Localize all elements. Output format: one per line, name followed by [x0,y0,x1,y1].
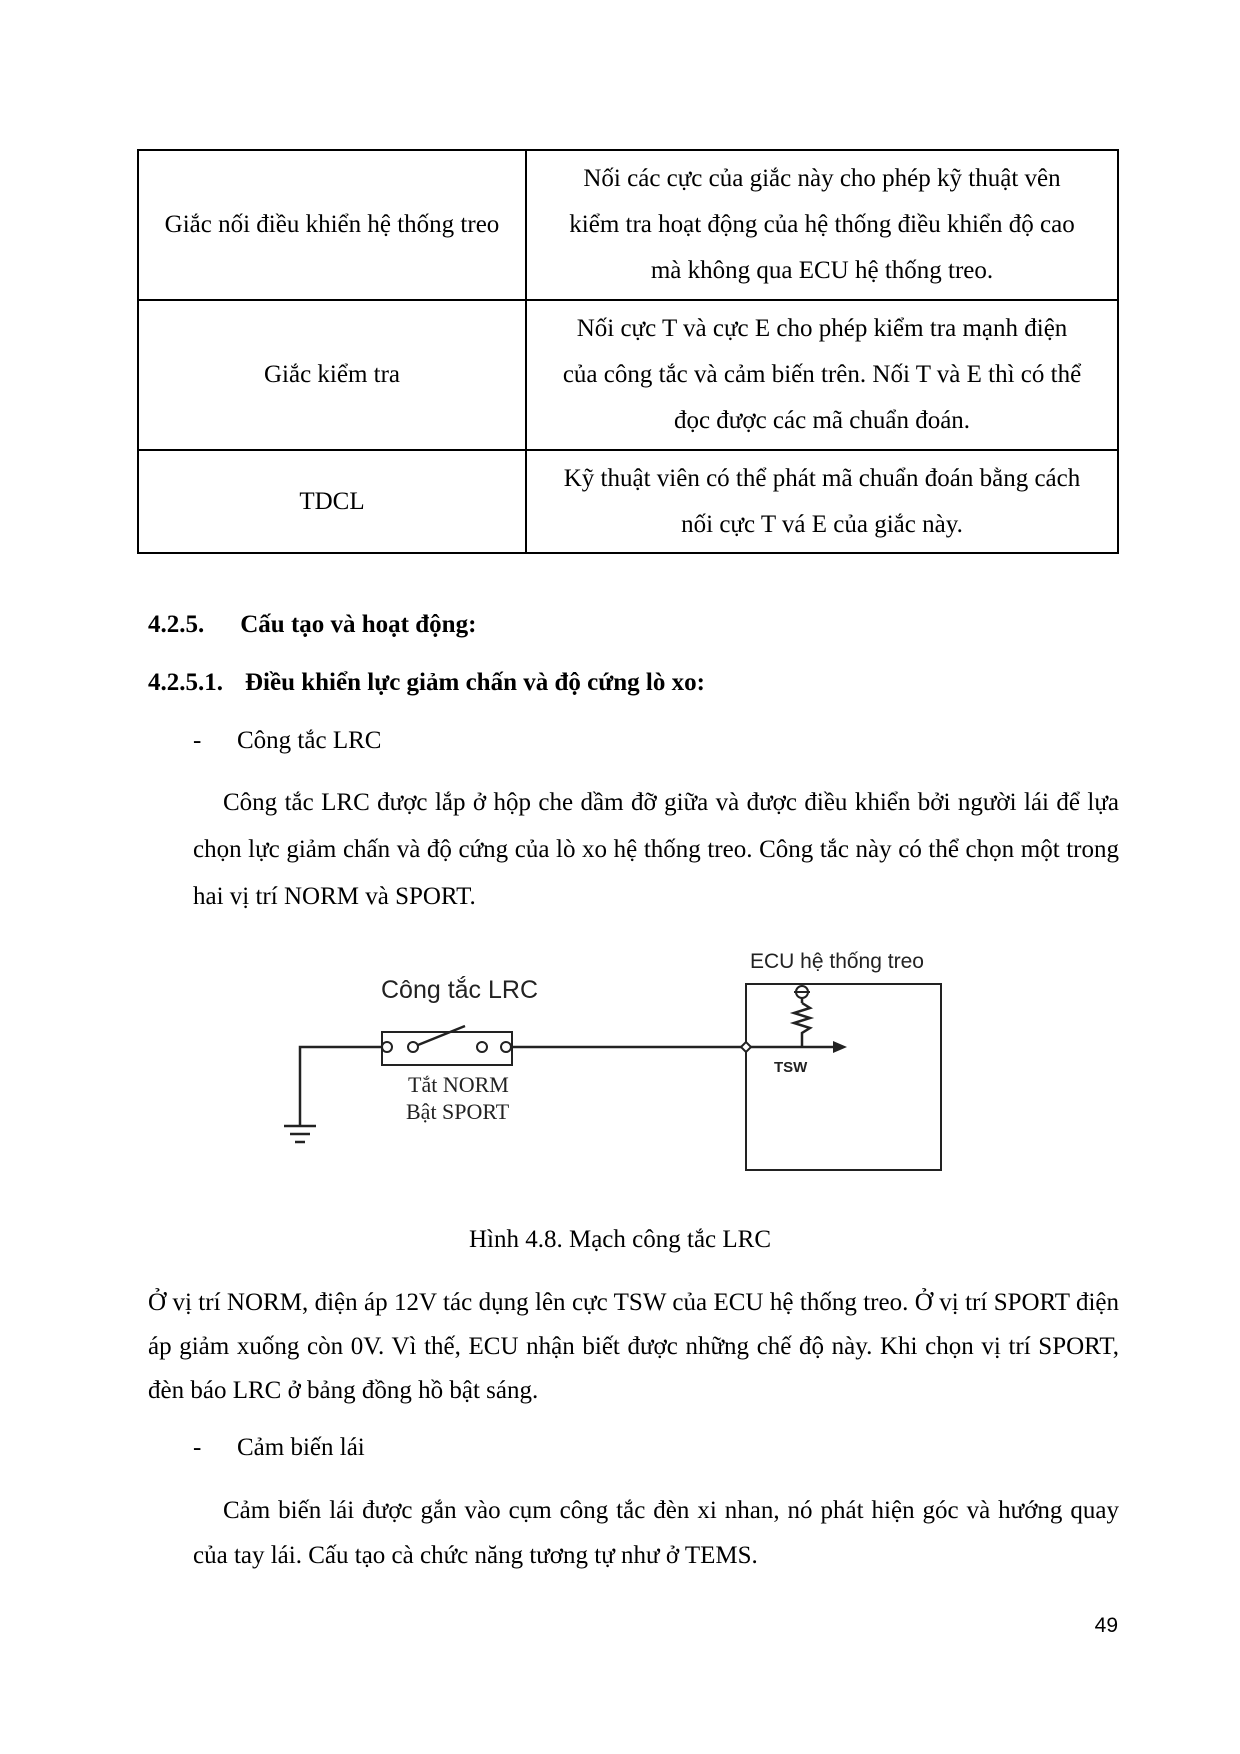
bullet-label-lrc: Công tắc LRC [237,727,382,754]
circuit-wiring [284,984,941,1170]
ecu-terminal [741,1042,751,1052]
state-off-label: Tắt NORM [408,1072,509,1097]
switch-label: Công tắc LRC [381,976,539,1004]
subsection-title: Điều khiển lực giảm chấn và độ cứng lò xo: [245,669,705,696]
section-title: Cấu tạo và hoạt động: [240,611,477,638]
switch-terminal [408,1042,418,1052]
component-table [137,149,1119,554]
table-row [138,150,1118,300]
subsection-heading [148,667,705,699]
table-cell-function: Kỹ thuật viên có thể phát mã chuẩn đoán bằng cách nối cực T vá E của giắc này. [526,450,1118,553]
table-row [138,300,1118,450]
arrow-icon [833,1041,847,1053]
bullet-marker: - [193,727,202,754]
terminal-label: TSW [774,1059,808,1076]
paragraph-steering-sensor: Cảm biến lái được gắn vào cụm công tắc đèn xi nhan, nó phát hiện góc và hướng quay của tay lái. Cấu tạo cà chức năng tương tự như ở TEMS. [193,1497,1119,1569]
ground-wire [300,1047,382,1126]
switch-terminal [477,1042,487,1052]
switch-blade [413,1026,465,1047]
table-cell-function: Nối cực T và cực E cho phép kiểm tra mạnh điện của công tắc và cảm biến trên. Nối T và E thì có thể đọc được các mã chuẩn đoán. [526,300,1118,450]
bullet-marker: - [193,1434,202,1461]
paragraph-lrc-switch: Công tắc LRC được lắp ở hộp che dầm đỡ giữa và được điều khiển bởi người lái để lựa chọn lực giảm chấn và độ cứng của lò xo hệ thống treo. Công tắc này có thể chọn một trong hai vị trí NORM và SPORT. [193,789,1119,910]
table-cell-function: Nối các cực của giắc này cho phép kỹ thuật vên kiểm tra hoạt động của hệ thống điều khiển độ cao mà không qua ECU hệ thống treo. [526,150,1118,300]
table-row [138,450,1118,553]
switch-terminal [382,1042,392,1052]
paragraph-voltage: Ở vị trí NORM, điện áp 12V tác dụng lên cực TSW của ECU hệ thống treo. Ở vị trí SPORT điện áp giảm xuống còn 0V. Vì thế, ECU nhận biết được những chế độ này. Khi chọn vị trí SPORT, đèn báo LRC ở bảng đồng hồ bật sáng. [148,1289,1119,1404]
page-number: 49 [1094,1614,1118,1637]
subsection-number: 4.2.5.1. [148,669,223,696]
section-heading [148,609,476,641]
bullet-label-steering: Cảm biến lái [237,1434,365,1461]
switch-housing [382,1032,512,1065]
table-cell-component: Giắc kiểm tra [138,300,526,450]
section-number: 4.2.5. [148,611,205,638]
lrc-circuit-diagram [270,935,970,1180]
state-on-label: Bật SPORT [406,1099,510,1124]
figure-caption: Hình 4.8. Mạch công tắc LRC [468,1226,772,1253]
switch-terminal [501,1042,511,1052]
table-cell-component: Giắc nối điều khiển hệ thống treo [138,150,526,300]
ecu-box [746,984,941,1170]
ecu-label: ECU hệ thống treo [750,950,924,973]
table-cell-component: TDCL [138,450,526,553]
resistor-symbol [794,1003,810,1047]
